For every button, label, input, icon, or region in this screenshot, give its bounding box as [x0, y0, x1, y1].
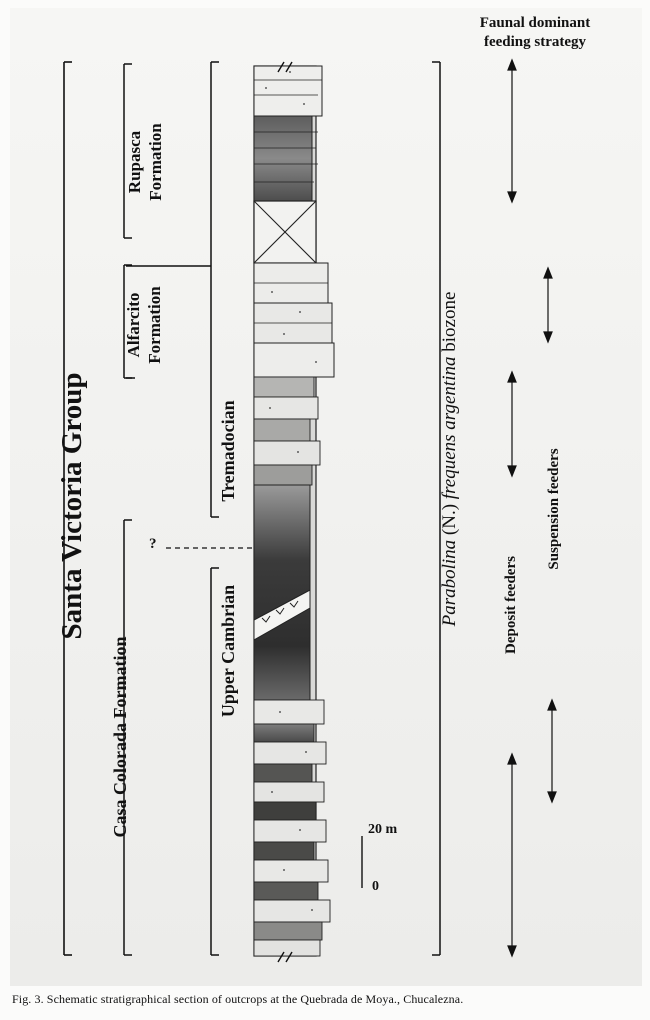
group-label: Santa Victoria Group — [56, 372, 88, 640]
alfarcito-line-1: Alfarcito — [124, 292, 143, 358]
scale-top-label: 20 m — [368, 822, 398, 837]
figure-caption: Fig. 3. Schematic stratigraphical section of outcrops at the Quebrada de Moya., Chucalezna. — [12, 992, 464, 1006]
suspension-feeders-label: Suspension feeders — [546, 448, 562, 570]
casa-colorada-formation-label: Casa Colorada Formation — [110, 636, 130, 838]
biozone-subgenus: (N.) — [439, 503, 460, 536]
lithology-column — [254, 66, 334, 956]
uncertain-boundary-mark: ? — [149, 536, 157, 552]
rupasca-line-2: Formation — [146, 123, 165, 201]
deposit-feeder-arrows — [508, 60, 516, 956]
upper-cambrian-label: Upper Cambrian — [218, 584, 238, 718]
rupasca-formation-label — [124, 102, 168, 222]
deposit-feeders-label: Deposit feeders — [503, 556, 519, 654]
alfarcito-formation-label — [123, 270, 167, 380]
feeding-strategy-header — [440, 14, 630, 52]
biozone-genus: Parabolina — [439, 539, 460, 627]
alfarcito-line-2: Formation — [145, 286, 164, 364]
biozone-suffix: biozone — [439, 291, 460, 352]
rupasca-line-1: Rupasca — [125, 130, 144, 194]
biozone-species: frequens argentina — [439, 356, 460, 500]
header-line-2: feeding strategy — [483, 34, 587, 50]
header-line-1: Faunal dominant — [479, 15, 591, 31]
scale-bottom-label: 0 — [372, 879, 379, 894]
biozone-label — [436, 289, 464, 629]
tremadocian-label: Tremadocian — [218, 400, 238, 502]
